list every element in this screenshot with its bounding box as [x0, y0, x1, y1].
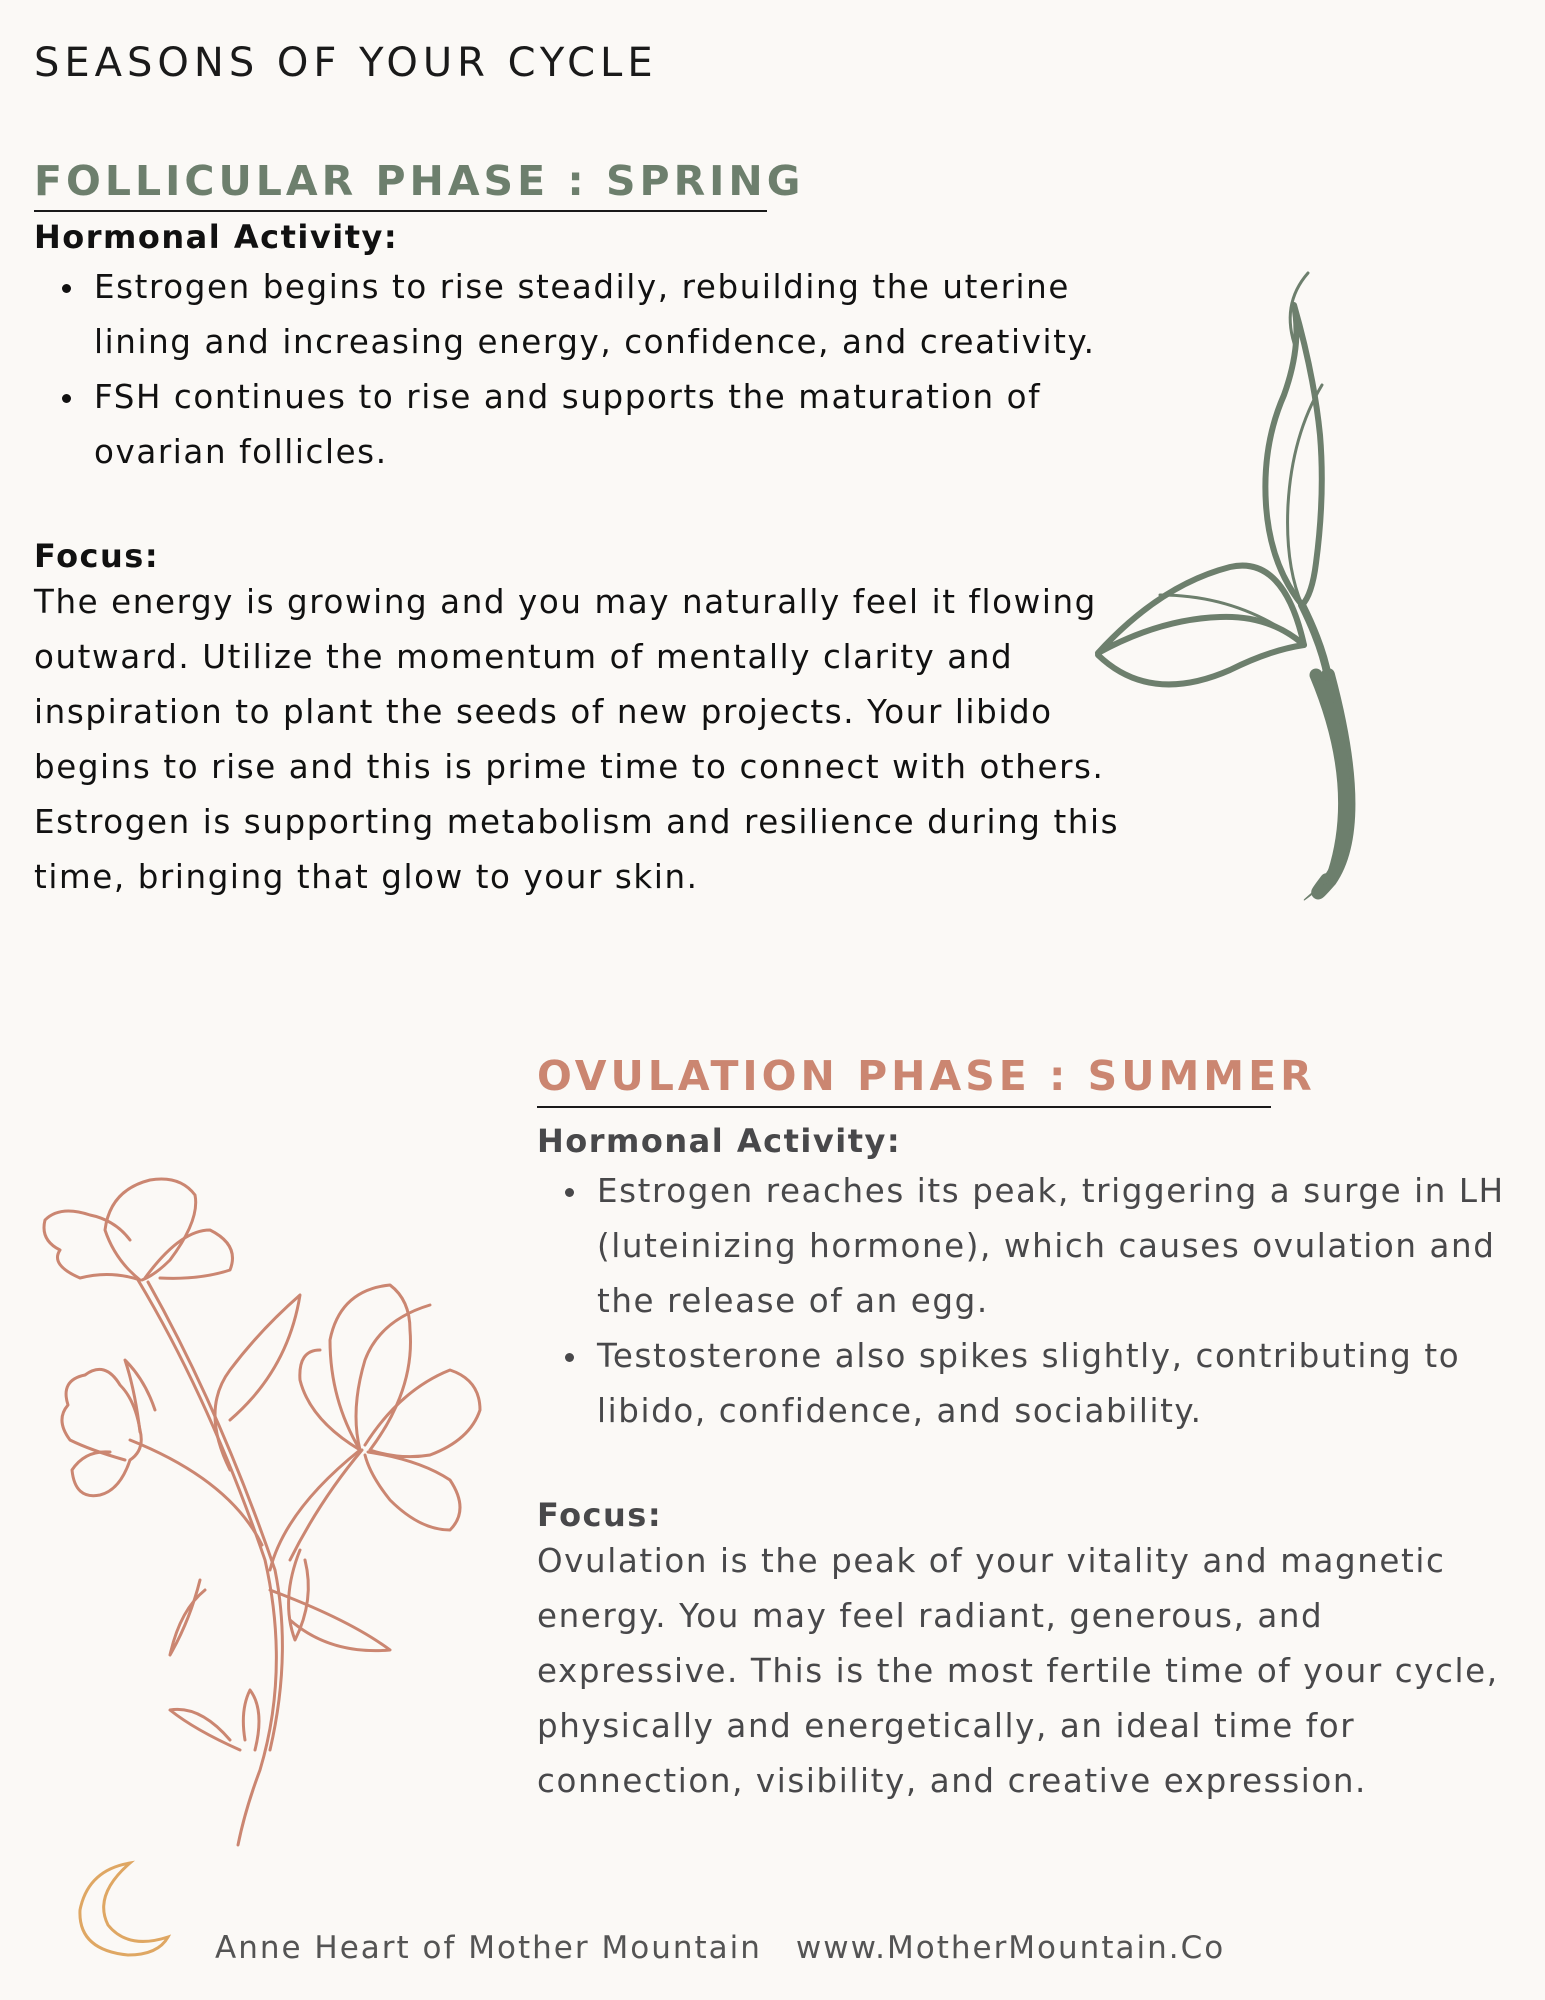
- page-title: SEASONS OF YOUR CYCLE: [34, 40, 658, 86]
- ovulation-focus-label: Focus:: [537, 1496, 663, 1534]
- ovulation-hormonal-list: [537, 1164, 1545, 1439]
- ovulation-hormonal-label: Hormonal Activity:: [537, 1122, 902, 1160]
- follicular-focus-text: The energy is growing and you may naturally feel it flowing outward. Utilize the momentum of mentally clarity and inspiration to plant the seeds of new projects. Your libido begins to rise and this is prime time to connect with others. Estrogen is supporting metabolism and resilience during this time, bringing that glow to your skin.: [34, 583, 1120, 896]
- follicular-section: [34, 218, 1154, 905]
- follicular-bullet-2: FSH continues to rise and supports the maturation of ovarian follicles.: [94, 370, 1154, 480]
- follicular-focus-label: Focus:: [34, 537, 160, 575]
- follicular-hormonal-label: Hormonal Activity:: [34, 218, 399, 256]
- follicular-hormonal-list: [34, 260, 1174, 480]
- footer-website-link[interactable]: www.MotherMountain.Co: [795, 1930, 1226, 1966]
- ovulation-heading: OVULATION PHASE : SUMMER: [537, 1052, 1316, 1100]
- crescent-moon-icon: [68, 1855, 178, 1965]
- sweet-pea-flower-icon: [30, 1150, 530, 1850]
- ovulation-bullet-2: Testosterone also spikes slightly, contributing to libido, confidence, and sociability.: [597, 1329, 1517, 1439]
- ovulation-focus-text: Ovulation is the peak of your vitality and magnetic energy. You may feel radiant, generous, and expressive. This is the most fertile time of your cycle, physically and energetically, an ideal time for connection, visibility, and creative expression.: [537, 1542, 1499, 1800]
- leaf-sprig-icon: [1090, 265, 1410, 905]
- footer-author: Anne Heart of Mother Mountain: [215, 1930, 762, 1966]
- follicular-heading-underline: [34, 210, 767, 212]
- ovulation-bullet-1: Estrogen reaches its peak, triggering a surge in LH (luteinizing hormone), which causes ovulation and the release of an egg.: [597, 1164, 1517, 1329]
- follicular-bullet-1: Estrogen begins to rise steadily, rebuilding the uterine lining and increasing energy, confidence, and creativity.: [94, 260, 1154, 370]
- ovulation-section: [537, 1122, 1517, 1809]
- footer: [215, 1930, 1225, 1966]
- follicular-heading: FOLLICULAR PHASE : SPRING: [34, 157, 805, 205]
- ovulation-heading-underline: [537, 1106, 1271, 1108]
